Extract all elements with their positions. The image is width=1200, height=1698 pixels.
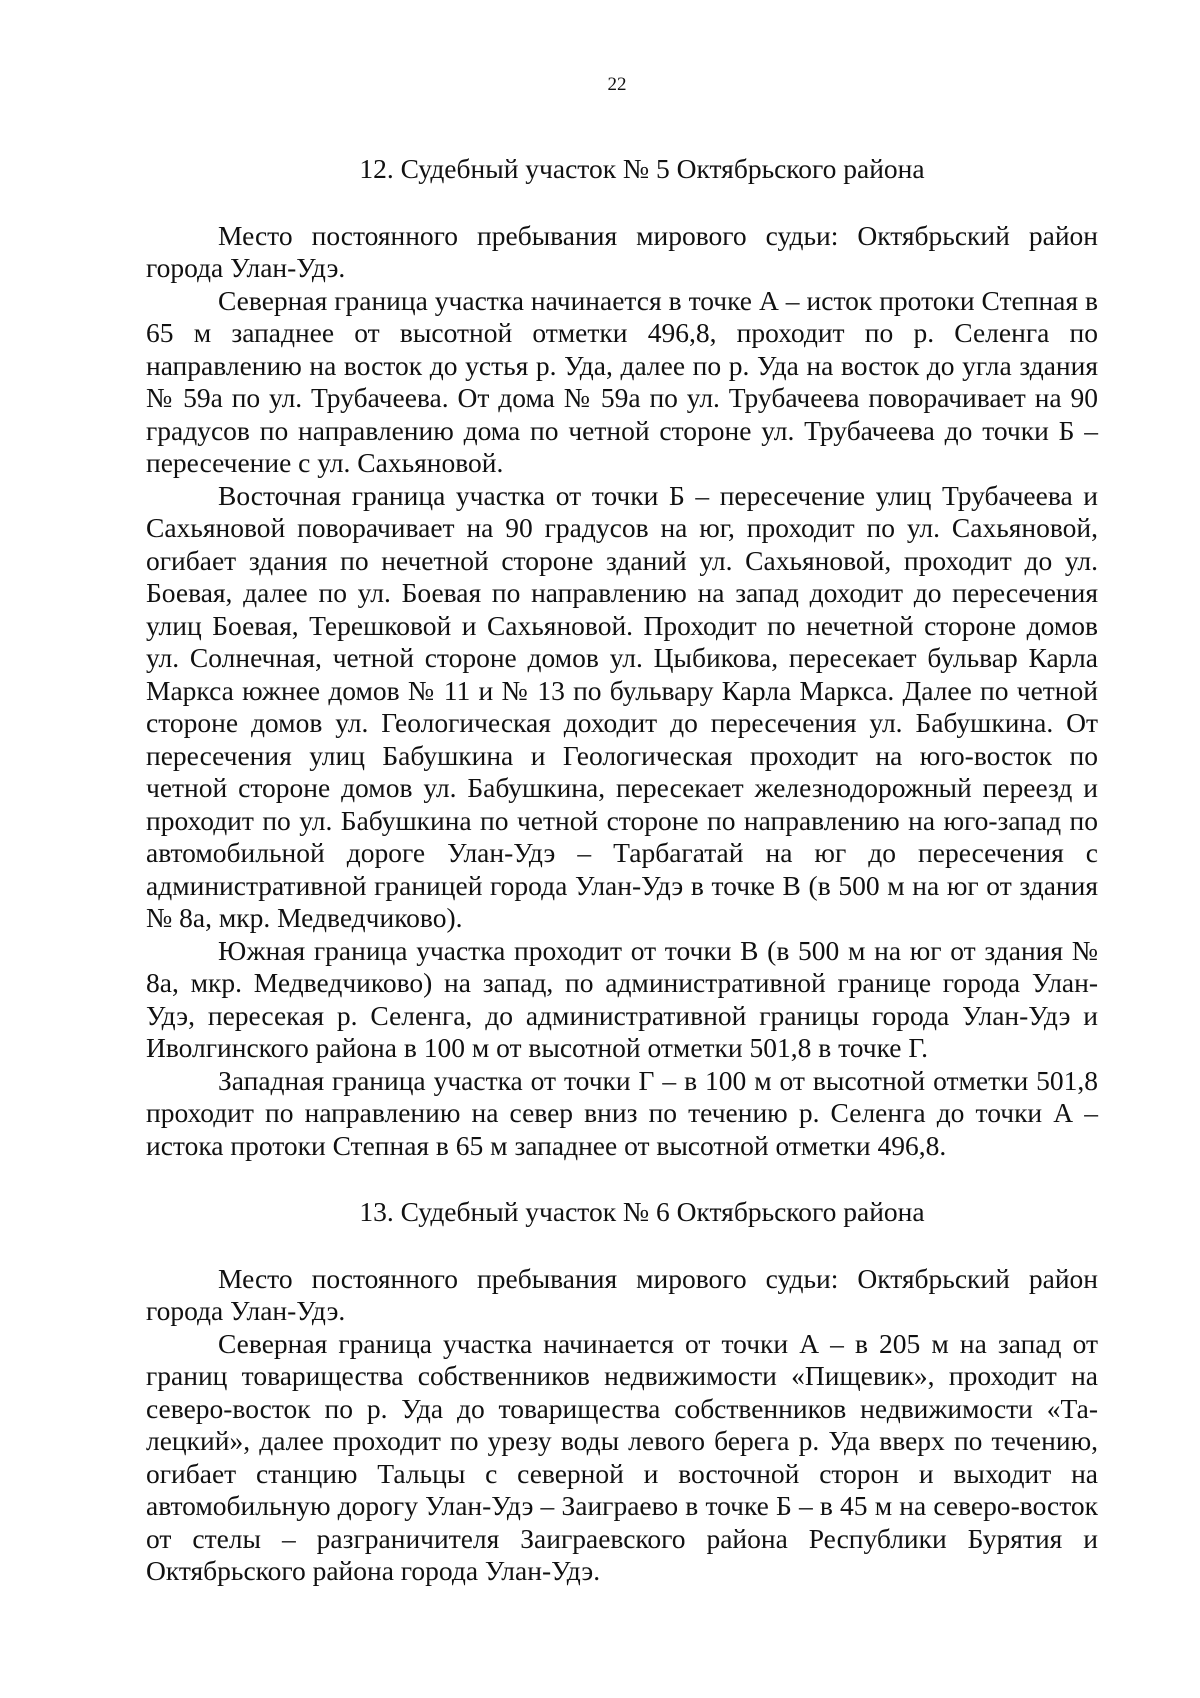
document-body: [146, 153, 1098, 1588]
section-title: 12. Судебный участок № 5 Октябрьского района: [359, 153, 925, 184]
paragraph: Место постоянного пребывания мирового судьи: Октябрьский район города Улан-Удэ.: [146, 1262, 1098, 1326]
page-number: 22: [607, 74, 627, 95]
paragraph: Восточная граница участка от точки Б – пересечение улиц Трубачеева и Сахьяновой поворачивает на 90 градусов на юг, проходит по ул. Сахьяновой, огибает здания по нечетной стороне зданий ул. Сахьяновой, проходит до ул. Боевая, далее по ул. Боевая по направлению на запад доходит до пересечения улиц Боевая, Терешковой и Сахьяновой. Проходит по нечетной стороне домов ул. Солнечная, четной стороне домов ул. Цыбикова, пересекает бульвар Карла Маркса южнее домов № 11 и № 13 по бульвару Карла Маркса. Далее по четной стороне домов ул. Геологическая доходит до пересечения ул. Бабушкина. От пересечения улиц Бабушкина и Геологическая проходит на юго-восток по четной стороне домов ул. Бабушкина, пересекает железнодорожный переезд и проходит по ул. Бабушкина по четной стороне по направлению на юго-запад по автомобильной дороге Улан-Удэ – Тарбагатай на юг до пересечения с административной границей города Улан-Удэ в точке В (в 500 м на юг от здания № 8а, мкр. Медведчиково).: [146, 479, 1098, 933]
paragraph: Западная граница участка от точки Г – в 100 м от высотной отметки 501,8 проходит по направлению на север вниз по течению р. Селенга до точки А – истока протоки Степная в 65 м западнее от высотной отметки 496,8.: [146, 1064, 1098, 1161]
paragraph: Северная граница участка начинается от точки А – в 205 м на запад от границ товарищества собственников недвижимости «Пищевик», проходит на северо-восток по р. Уда до товарищества собственников недвижимости «Талецкий», далее проходит по урезу воды левого берега р. Уда вверх по течению, огибает станцию Тальцы с северной и восточной сторон и выходит на автомобильную дорогу Улан-Удэ – Заиграево в точке Б – в 45 м на северо-восток от стелы – разграничителя Заиграевского района Республики Бурятия и Октябрьского района города Улан-Удэ.: [146, 1327, 1098, 1586]
paragraph: Место постоянного пребывания мирового судьи: Октябрьский район города Улан-Удэ.: [146, 219, 1098, 283]
section-title: 13. Судебный участок № 6 Октябрьского района: [359, 1196, 925, 1227]
paragraph: Южная граница участка проходит от точки В (в 500 м на юг от здания № 8а, мкр. Медведчиково) на запад, по административной границе города Улан-Удэ, пересекая р. Селенга, до административной границы города Улан-Удэ и Иволгинского района в 100 м от высотной отметки 501,8 в точке Г.: [146, 934, 1098, 1063]
paragraph: Северная граница участка начинается в точке А – исток протоки Степная в 65 м западнее от высотной отметки 496,8, проходит по р. Селенга по направлению на восток до устья р. Уда, далее по р. Уда на восток до угла здания № 59а по ул. Трубачеева. От дома № 59а по ул. Трубачеева поворачивает на 90 градусов по направлению дома по четной стороне ул. Трубачеева до точки Б – пересечение с ул. Сахьяновой.: [146, 284, 1098, 478]
